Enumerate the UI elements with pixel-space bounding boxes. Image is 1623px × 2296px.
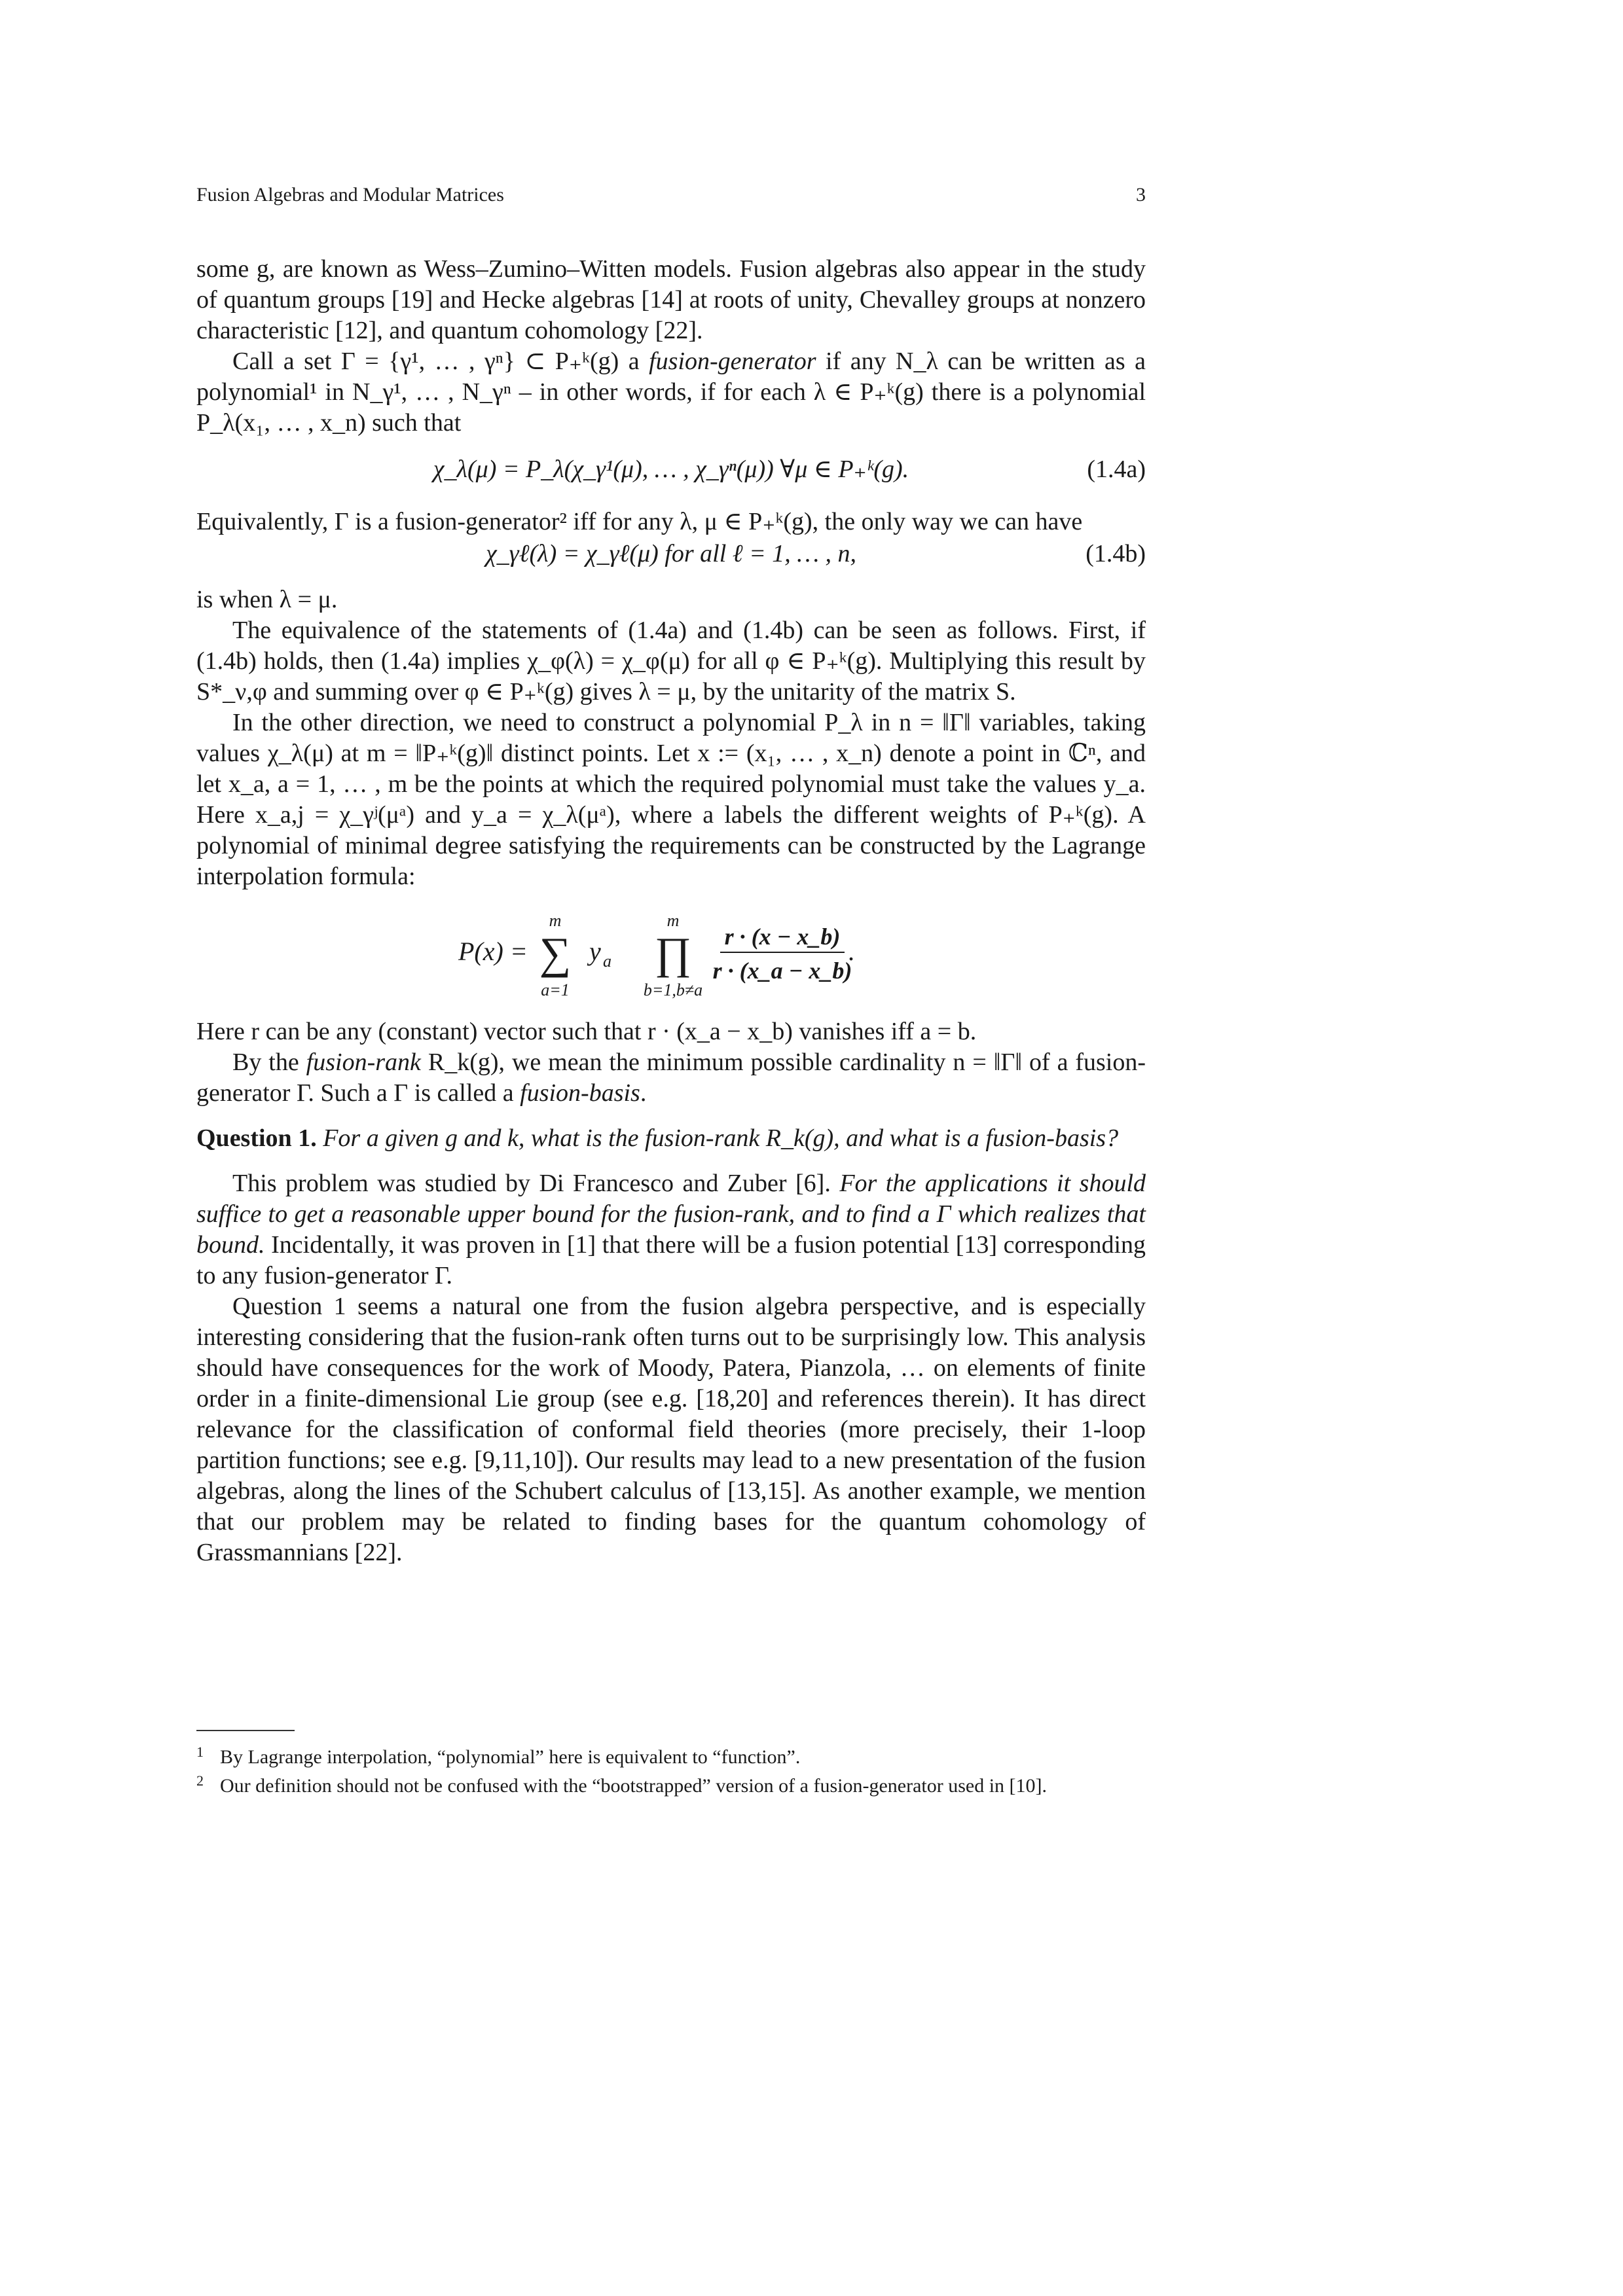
formula-period: . — [848, 937, 854, 966]
paragraph-3: Equivalently, Γ is a fusion-generator² iff for any λ, μ ∈ P₊ᵏ(g), the only way we can have — [196, 508, 1083, 535]
paragraph-6: In the other direction, we need to construct a polynomial P_λ in n = ‖Γ‖ variables, taking values χ_λ(μ) at m = ‖P₊ᵏ(g)‖ distinct points. Let x := (x₁, … , x_n) denote a point in ℂⁿ, and let x_a, a = 1, … , m be the points at which the required polynomial must take the values y_a. Here x_a,j = χ_γʲ(μᵃ) and y_a = χ_λ(μᵃ), where a labels the different weights of P₊ᵏ(g). A polynomial of minimal degree satisfying the requirements can be constructed by the Lagrange interpolation formula: — [196, 709, 1146, 890]
product-lower-limit: b=1,b≠a — [643, 980, 703, 999]
fraction-denominator: r · (x_a − x_b) — [712, 958, 852, 984]
term-fusion-generator: fusion-generator — [649, 348, 816, 375]
footnote-2 — [196, 1772, 1146, 1801]
term-fusion-rank: fusion-rank — [306, 1049, 421, 1076]
footnote-2-mark: 2 — [196, 1772, 204, 1789]
footnote-1-mark: 1 — [196, 1744, 204, 1760]
emphasized-sentence: For the applications it should suffice to get a reasonable upper bound for the fusion-rank, and to find a Γ which realizes that bound. — [196, 1170, 1146, 1259]
paragraph-9: This problem was studied by Di Francesco and Zuber [6]. For the applications it should suffice to get a reasonable upper bound for the fusion-rank, and to find a Γ which realizes that bound. Incidentally, it was proven in [1] that there will be a fusion potential [13] corresponding to any fusion-generator Γ. — [196, 1170, 1146, 1289]
question-label: Question 1. — [196, 1124, 317, 1152]
equation-1-4a-tag: (1.4a) — [1087, 456, 1146, 483]
product-symbol: ∏ — [655, 928, 691, 978]
equation-1-4a — [196, 454, 1146, 500]
lagrange-formula-svg — [196, 904, 1146, 1002]
page-number: 3 — [1136, 184, 1146, 206]
running-header — [196, 179, 1146, 212]
paragraph-4: is when λ = μ. — [196, 586, 338, 613]
sum-symbol: ∑ — [539, 928, 572, 978]
equation-1-4b-body: χ_γℓ(λ) = χ_γℓ(μ) for all ℓ = 1, … , n, — [485, 540, 857, 567]
sum-lower-limit: a=1 — [541, 980, 570, 999]
footnotes — [196, 1730, 1146, 1801]
question-1 — [196, 1123, 1146, 1154]
paragraph-8: By the fusion-rank R_k(g), we mean the minimum possible cardinality n = ‖Γ‖ of a fusion-generator Γ. Such a Γ is called a fusion-basis. — [196, 1049, 1146, 1107]
paragraph-5: The equivalence of the statements of (1.4a) and (1.4b) can be seen as follows. First, if (1.4b) holds, then (1.4a) implies χ_φ(λ) = χ_φ(μ) for all φ ∈ P₊ᵏ(g). Multiplying this result by S*_ν,φ and summing over φ ∈ P₊ᵏ(g) gives λ = μ, by the unitarity of the matrix S. — [196, 617, 1146, 706]
paragraph-10: Question 1 seems a natural one from the fusion algebra perspective, and is especially interesting considering that the fusion-rank often turns out to be surprisingly low. This analysis should have consequences for the work of Moody, Patera, Pianzola, … on elements of finite order in a finite-dimensional Lie group (see e.g. [18,20] and references therein). It has direct relevance for the classification of conformal field theories (more precisely, their 1-loop partition functions; see e.g. [9,11,10]). Our results may lead to a new presentation of the fusion algebras, along the lines of the Schubert calculus of [13,15]. As another example, we mention that our problem may be related to finding bases for the quantum cohomology of Grassmannians [22]. — [196, 1293, 1146, 1566]
paragraph-2: Call a set Γ = {γ¹, … , γⁿ} ⊂ P₊ᵏ(g) a fusion-generator if any N_λ can be written as a polynomial¹ in N_γ¹, … , N_γⁿ – in other words, if for each λ ∈ P₊ᵏ(g) there is a polynomial P_λ(x₁, … , x_n) such that — [196, 348, 1146, 437]
sum-term-subscript: a — [603, 952, 611, 971]
running-title: Fusion Algebras and Modular Matrices — [196, 184, 504, 206]
fraction-numerator: r · (x − x_b) — [724, 924, 841, 950]
question-text: For a given g and k, what is the fusion-rank R_k(g), and what is a fusion-basis? — [323, 1124, 1119, 1152]
footnote-rule — [196, 1730, 295, 1731]
lagrange-interpolation-formula — [196, 904, 1146, 1002]
main-text — [196, 254, 1146, 1568]
term-fusion-basis: fusion-basis — [520, 1079, 640, 1107]
footnote-1-text: By Lagrange interpolation, “polynomial” here is equivalent to “function”. — [220, 1746, 801, 1768]
equation-1-4b-tag: (1.4b) — [1085, 540, 1146, 567]
equation-1-4a-body: χ_λ(μ) = P_λ(χ_γ¹(μ), … , χ_γⁿ(μ)) ∀μ ∈ P₊ᵏ(g). — [433, 456, 909, 483]
paragraph-1: some g, are known as Wess–Zumino–Witten models. Fusion algebras also appear in the study of quantum groups [19] and Hecke algebras [14] at roots of unity, Chevalley groups at nonzero characteristic [12], and quantum cohomology [22]. — [196, 255, 1146, 344]
formula-lhs: P(x) = — [458, 937, 528, 966]
sum-upper-limit: m — [549, 911, 562, 930]
footnote-2-text: Our definition should not be confused with the “bootstrapped” version of a fusion-generator used in [10]. — [220, 1775, 1048, 1797]
sum-term: y — [589, 937, 601, 966]
product-upper-limit: m — [666, 911, 680, 930]
paragraph-7: Here r can be any (constant) vector such that r · (x_a − x_b) vanishes iff a = b. — [196, 1018, 977, 1045]
footnote-1 — [196, 1743, 1146, 1772]
equation-1-4b — [196, 539, 1146, 584]
